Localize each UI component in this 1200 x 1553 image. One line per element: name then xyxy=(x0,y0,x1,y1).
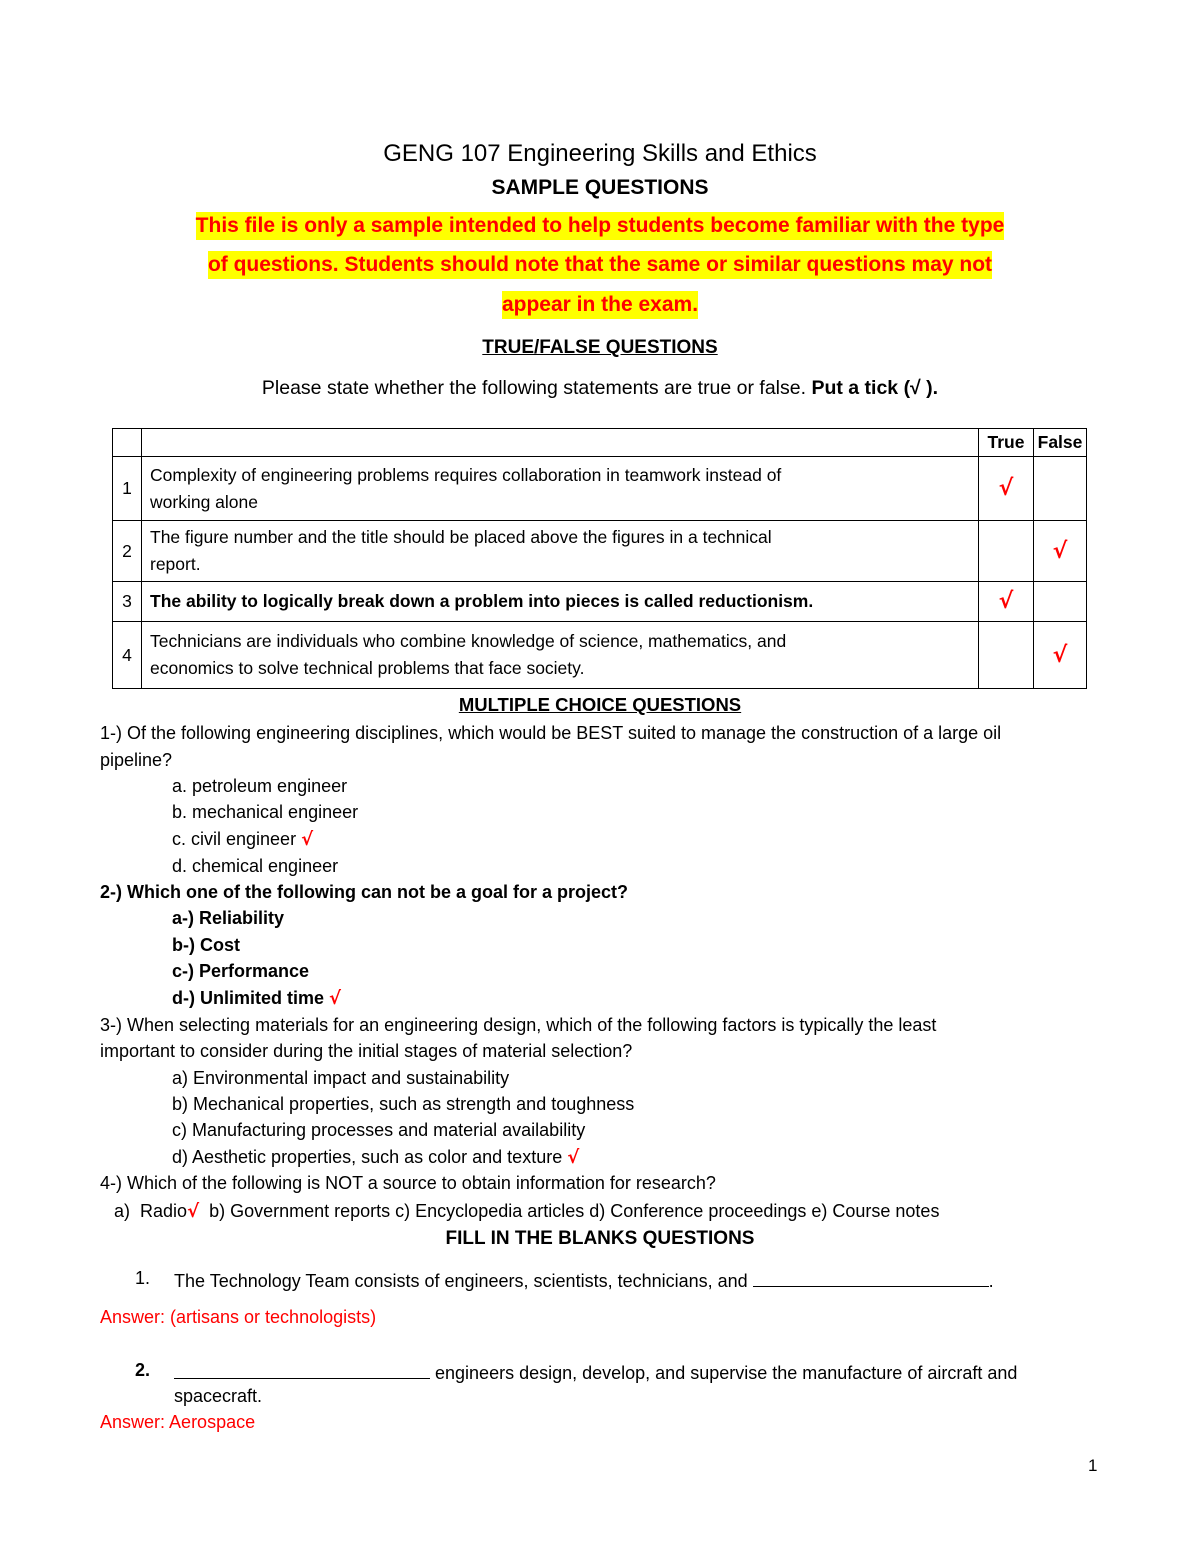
mc-q3-option-b: b) Mechanical properties, such as strength and toughness xyxy=(172,1094,635,1114)
tick-mark-icon: √ xyxy=(187,1201,200,1222)
answer-blank xyxy=(753,1268,989,1287)
table-row xyxy=(113,457,1087,521)
tick-mark-icon: √ xyxy=(998,476,1014,501)
mc-q3-option-a: a) Environmental impact and sustainability xyxy=(172,1068,510,1088)
row-statement: The ability to logically break down a problem into pieces is called reductionism. xyxy=(142,582,979,622)
answer-blank xyxy=(174,1360,430,1379)
mc-question-1-line-2: pipeline? xyxy=(100,750,173,770)
false-cell xyxy=(1034,521,1087,582)
true-false-heading: TRUE/FALSE QUESTIONS xyxy=(482,337,718,358)
mc-q4-options: a) Radio√ b) Government reports c) Encyclopedia articles d) Conference proceedings e) Course notes xyxy=(114,1201,940,1222)
document-subtitle: SAMPLE QUESTIONS xyxy=(491,176,709,199)
fb-question-1: The Technology Team consists of engineers, scientists, technicians, and . xyxy=(174,1268,994,1292)
false-cell xyxy=(1034,622,1087,689)
table-row xyxy=(113,582,1087,622)
notice-line-1: This file is only a sample intended to help students become familiar with the type xyxy=(0,214,1200,238)
mc-q2-option-b: b-) Cost xyxy=(172,935,240,955)
header-statement-cell xyxy=(142,429,979,457)
mc-q1-option-d: d. chemical engineer xyxy=(172,856,339,876)
mc-q1-option-c: c. civil engineer √ xyxy=(172,829,314,850)
true-cell xyxy=(979,457,1034,521)
mc-q2-option-c: c-) Performance xyxy=(172,961,310,981)
multiple-choice-heading: MULTIPLE CHOICE QUESTIONS xyxy=(458,694,742,715)
fb-question-2-number: 2. xyxy=(135,1360,151,1380)
fb-question-2: engineers design, develop, and supervise the manufacture of aircraft and xyxy=(174,1360,1017,1384)
fb-answer-2: Answer: Aerospace xyxy=(100,1412,256,1432)
mc-q1-option-b: b. mechanical engineer xyxy=(172,802,359,822)
fb-answer-1: Answer: (artisans or technologists) xyxy=(100,1307,377,1327)
page-number: 1 xyxy=(1088,1456,1098,1475)
fb-question-1-number: 1. xyxy=(135,1268,151,1288)
row-statement: Complexity of engineering problems requires collaboration in teamwork instead of working alone xyxy=(142,457,979,521)
true-false-table xyxy=(112,428,1087,689)
document-title: GENG 107 Engineering Skills and Ethics xyxy=(383,140,817,167)
notice-line-2: of questions. Students should note that the same or similar questions may not xyxy=(0,253,1200,277)
mc-q2-option-d: d-) Unlimited time √ xyxy=(172,988,342,1009)
table-row xyxy=(113,521,1087,582)
row-number: 2 xyxy=(113,521,142,582)
mc-q2-option-a: a-) Reliability xyxy=(172,908,285,928)
false-cell xyxy=(1034,582,1087,622)
true-false-instruction: Please state whether the following statements are true or false. Put a tick (√ ). xyxy=(261,377,939,399)
mc-question-3-line-1: 3-) When selecting materials for an engineering design, which of the following factors is typically the least xyxy=(100,1015,937,1035)
mc-question-2: 2-) Which one of the following can not be a goal for a project? xyxy=(100,882,629,902)
column-true-header: True xyxy=(979,429,1034,457)
row-statement: Technicians are individuals who combine knowledge of science, mathematics, and economics to solve technical problems that face society. xyxy=(142,622,979,689)
row-number: 1 xyxy=(113,457,142,521)
fill-blanks-heading: FILL IN THE BLANKS QUESTIONS xyxy=(445,1228,755,1249)
mc-question-1-line-1: 1-) Of the following engineering disciplines, which would be BEST suited to manage the construction of a large oil xyxy=(100,723,1002,743)
true-cell xyxy=(979,521,1034,582)
header-num-cell xyxy=(113,429,142,457)
mc-question-3-line-2: important to consider during the initial stages of material selection? xyxy=(100,1041,633,1061)
table-header-row xyxy=(113,429,1087,457)
notice-line-3: appear in the exam. xyxy=(0,293,1200,317)
tick-mark-icon: √ xyxy=(998,589,1014,614)
row-number: 3 xyxy=(113,582,142,622)
tick-mark-icon: √ xyxy=(329,988,342,1009)
column-false-header: False xyxy=(1034,429,1087,457)
fb-question-2-line-2: spacecraft. xyxy=(174,1386,263,1406)
tick-mark-icon: √ xyxy=(1052,538,1068,564)
mc-q3-option-c: c) Manufacturing processes and material availability xyxy=(172,1120,586,1140)
tick-mark-icon: √ xyxy=(301,829,314,850)
row-statement: The figure number and the title should be placed above the figures in a technical report. xyxy=(142,521,979,582)
mc-question-4: 4-) Which of the following is NOT a source to obtain information for research? xyxy=(100,1173,716,1193)
row-number: 4 xyxy=(113,622,142,689)
mc-q3-option-d: d) Aesthetic properties, such as color and texture √ xyxy=(172,1147,580,1168)
false-cell xyxy=(1034,457,1087,521)
tick-mark-icon: √ xyxy=(1052,642,1068,668)
true-cell xyxy=(979,622,1034,689)
table-row xyxy=(113,622,1087,689)
mc-q1-option-a: a. petroleum engineer xyxy=(172,776,348,796)
true-cell xyxy=(979,582,1034,622)
tick-mark-icon: √ xyxy=(567,1147,580,1168)
